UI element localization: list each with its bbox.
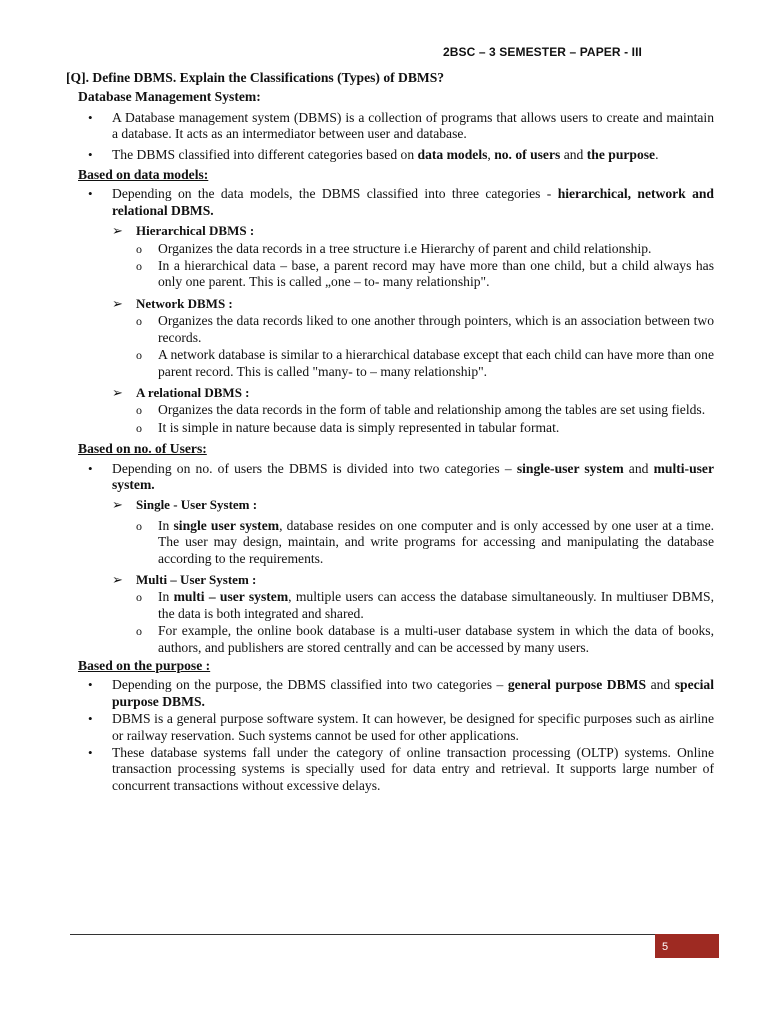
page-content <box>66 70 714 798</box>
multi-user-list <box>66 589 714 656</box>
dbms-heading: Database Management System: <box>78 89 261 105</box>
list-item <box>66 241 714 257</box>
circle-bullet-icon: o <box>136 314 142 329</box>
list-item <box>66 677 714 710</box>
page-header: 2BSC – 3 SEMESTER – PAPER - III <box>443 45 642 59</box>
section-heading-users: Based on no. of Users: <box>78 441 207 457</box>
section-heading-data-models: Based on data models: <box>78 167 209 183</box>
bullet-icon: • <box>88 186 93 202</box>
list-item <box>66 313 714 346</box>
hierarchical-list <box>66 241 714 291</box>
item-text: It is simple in nature because data is simply represented in tabular format. <box>158 419 560 435</box>
subheading-label: Network DBMS : <box>136 295 233 311</box>
bullet-icon: • <box>88 146 93 162</box>
circle-bullet-icon: o <box>136 590 142 605</box>
separator: and <box>646 677 675 693</box>
separator: , <box>487 146 495 162</box>
circle-bullet-icon: o <box>136 241 142 256</box>
keyword-general-purpose: general purpose DBMS <box>507 677 647 693</box>
item-text: In <box>158 517 174 533</box>
arrow-bullet-icon: ➢ <box>112 295 123 311</box>
purpose-text: DBMS is a general purpose software system. It can however, be designed for specific purposes such as airline or railway reservation. Such systems cannot be used for other applications. <box>112 711 714 743</box>
item-text: A network database is similar to a hierarchical database except that each child can have more than one parent record. This is called "many- to – many relationship". <box>158 347 714 379</box>
data-models-text: Depending on the data models, the DBMS classified into three categories - <box>112 186 558 202</box>
item-text: , multiple users can access the database simultaneously. In multiuser DBMS, the data is both integrated and shared. <box>158 589 714 621</box>
list-item <box>66 711 714 744</box>
subheading-relational <box>66 385 714 401</box>
purpose-text: These database systems fall under the category of online transaction processing (OLTP) systems. Online transaction processing systems is specially used for data entry and retrieval. It supports large number of concurrent transactions without excessive delays. <box>112 745 714 793</box>
keyword-no-of-users: no. of users <box>494 146 561 162</box>
keyword-multi-user: multi-user system. <box>112 460 714 492</box>
item-text: Organizes the data records in the form of table and relationship among the tables are set using fields. <box>158 402 706 418</box>
bullet-icon: • <box>88 711 93 727</box>
single-user-list <box>66 518 714 567</box>
keyword-purpose: the purpose <box>586 146 656 162</box>
subheading-hierarchical <box>66 223 714 239</box>
bullet-icon: • <box>88 745 93 761</box>
arrow-bullet-icon: ➢ <box>112 571 123 587</box>
list-item <box>66 420 714 436</box>
list-item <box>66 623 714 656</box>
subheading-multi-user <box>66 572 714 588</box>
circle-bullet-icon: o <box>136 403 142 418</box>
arrow-bullet-icon: ➢ <box>112 497 123 513</box>
list-item <box>66 186 714 219</box>
keyword-special-purpose: special purpose DBMS. <box>112 677 715 709</box>
list-item <box>66 110 714 143</box>
arrow-bullet-icon: ➢ <box>112 384 123 400</box>
list-item <box>66 589 714 622</box>
subheading-label: A relational DBMS : <box>136 384 250 400</box>
keyword: single user system <box>173 517 280 533</box>
intro-text-1: A Database management system (DBMS) is a collection of programs that allows users to create and maintain a database. It acts as an intermediator between user and database. <box>112 109 714 142</box>
subheading-label: Hierarchical DBMS : <box>136 223 255 239</box>
purpose-list <box>66 677 714 794</box>
users-text: Depending on no. of users the DBMS is divided into two categories – <box>112 460 517 476</box>
list-item <box>66 461 714 494</box>
footer-divider <box>70 934 656 935</box>
purpose-text: Depending on the purpose, the DBMS classified into two categories – <box>112 677 508 693</box>
question-title: [Q]. Define DBMS. Explain the Classifications (Types) of DBMS? <box>66 70 445 85</box>
circle-bullet-icon: o <box>136 624 142 639</box>
arrow-bullet-icon: ➢ <box>112 223 123 239</box>
item-text: Organizes the data records in a tree structure i.e Hierarchy of parent and child relationship. <box>158 240 652 256</box>
list-item <box>66 147 714 163</box>
keyword-single-user: single-user system <box>516 460 624 476</box>
list-item <box>66 745 714 794</box>
list-item <box>66 347 714 380</box>
data-models-keywords: hierarchical, network and relational DBMS. <box>112 186 714 218</box>
separator: . <box>655 146 659 162</box>
subheading-label: Single - User System : <box>136 497 258 513</box>
bullet-icon: • <box>88 677 93 693</box>
item-text: In a hierarchical data – base, a parent record may have more than one child, but a child always has only one parent. This is called „one – to- many relationship". <box>158 258 714 290</box>
subheading-network <box>66 296 714 312</box>
bullet-icon: • <box>88 460 93 476</box>
keyword-data-models: data models <box>417 146 488 162</box>
users-list <box>66 461 714 494</box>
circle-bullet-icon: o <box>136 259 142 274</box>
page-number-badge: 5 <box>655 934 719 958</box>
bullet-icon: • <box>88 109 93 125</box>
intro-list <box>66 110 714 163</box>
section-heading-purpose: Based on the purpose : <box>78 658 211 673</box>
subheading-single-user <box>66 497 714 513</box>
data-models-list <box>66 186 714 219</box>
separator: and <box>560 146 587 162</box>
intro-text-2: The DBMS classified into different categories based on <box>112 146 418 162</box>
circle-bullet-icon: o <box>136 518 142 533</box>
separator: and <box>623 460 654 476</box>
relational-list <box>66 402 714 436</box>
item-text: Organizes the data records liked to one another through pointers, which is an association between two records. <box>158 313 714 345</box>
list-item <box>66 402 714 418</box>
list-item <box>66 258 714 291</box>
network-list <box>66 313 714 380</box>
circle-bullet-icon: o <box>136 420 142 435</box>
item-text: In <box>158 589 174 605</box>
subheading-label: Multi – User System : <box>136 571 257 587</box>
circle-bullet-icon: o <box>136 348 142 363</box>
item-text: , database resides on one computer and is only accessed by one user at a time. The user may design, maintain, and write programs for accessing and manipulating the database according to the requirements. <box>158 517 714 566</box>
item-text: For example, the online book database is a multi-user database system in which the data of books, authors, and publishers are stored centrally and can be accessed by many users. <box>158 623 714 655</box>
keyword: multi – user system <box>173 589 289 605</box>
list-item <box>66 518 714 567</box>
